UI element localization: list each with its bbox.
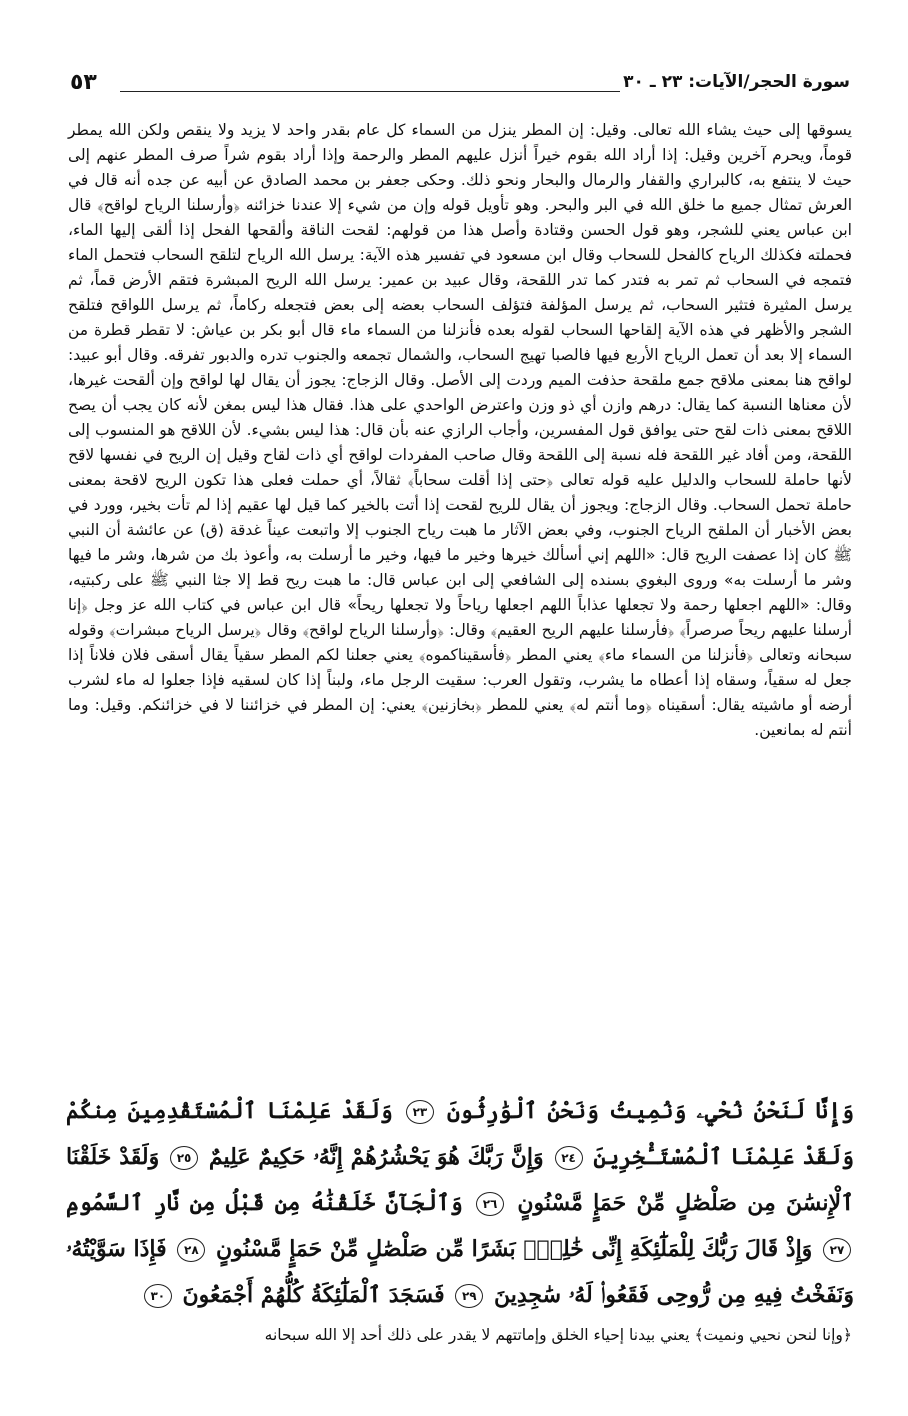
commentary-text [68, 118, 852, 743]
ayah-marker: ٢٣ [406, 1100, 434, 1124]
ayah-marker: ٢٧ [823, 1238, 851, 1262]
ayah-marker: ٢٥ [170, 1146, 198, 1170]
verse-text: وَإِنَّا لَنَحْنُ نُحْيِۦ وَنُمِيتُ وَنَحْنُ ٱلْوَٰرِثُونَ [447, 1098, 854, 1124]
ayah-marker: ٣٠ [144, 1284, 172, 1308]
verse-text: وَلَقَدْ عَلِمْنَا ٱلْمُسْتَقْدِمِينَ مِنكُمْ وَلَقَدْ عَلِمْنَا ٱلْمُسْتَـْٔخِرِينَ [66, 1098, 854, 1170]
page-header [70, 70, 850, 100]
ayah-marker: ٢٨ [177, 1238, 205, 1262]
closing-paragraph: ﴿وإنا لنحن نحيي ونميت﴾ يعني بيدنا إحياء الخلق وإماتتهم لا يقدر على ذلك أحد إلا الله سبحانه [264, 1326, 852, 1344]
verses-paragraph [66, 1088, 854, 1318]
ayah-marker: ٢٩ [455, 1284, 483, 1308]
ayah-marker: ٢٤ [555, 1146, 583, 1170]
ayah-marker: ٢٦ [476, 1192, 504, 1216]
commentary-paragraph: يسوقها إلى حيث يشاء الله تعالى. وقيل: إن المطر ينزل من السماء كل عام بقدر واحد لا يزيد ولا ينقص ولكن الله يمطر قوماً، ويحرم آخرين وقيل: إذا أراد الله بقوم خيراً أنزل عليهم المطر والرحمة وإذا أراد بقوم شراً صرف المطر عنهم إلى حيث لا ينتفع به، كالبراري والقفار والرمال والبحار ونحو ذلك. وحكى جعفر بن محمد الصادق عن أبيه عن جده أنه قال في العرش تمثال جميع ما خلق الله في البر والبحر. وهو تأويل قوله وإن من شيء إلا عندنا خزائنه ﴿وأرسلنا الرياح لواقح﴾ قال ابن عباس يعني للشجر، وهو قول الحسن وقتادة وأصل هذا من قولهم: لقحت الناقة وألقحها الفحل إذا ألقى إليها الماء، فحملته فكذلك الرياح كالفحل للسحاب وقال ابن مسعود في تفسير هذه الآية: يرسل الله الرياح لتلقح السحاب فتحمل الماء فتمجه في السحاب ثم تمر به فتدر كما تدر اللقحة، وقال عبيد بن عمير: يرسل الله الريح المبشرة فتقم الأرض قماً، ثم يرسل المثيرة فتثير السحاب، ثم يرسل المؤلفة فتؤلف السحاب بعضه إلى بعض فتجعله ركاماً، ثم يرسل اللواقح فتلقح الشجر والأظهر في هذه الآية إلقاحها السحاب لقوله بعده فأنزلنا من السماء ماء قال أبو بكر بن عياش: لا تقطر قطرة من السماء إلا بعد أن تعمل الرياح الأربع فيها فالصبا تهيج السحاب، والشمال تجمعه والجنوب تدره والدبور تفرقه. وقال أبو عبيد: لواقح هنا بمعنى ملاقح جمع ملقحة حذفت الميم وردت إلى الأصل. وقال الزجاج: يجوز أن يقال لها لواقح وإن ألقحت غيرها، لأن معناها النسبة كما يقال: درهم وازن أي ذو وزن واعترض الواحدي على هذا. فقال هذا ليس بمغن لأنه كان يجب أن يصح اللاقح بمعنى ذات لقح حتى يوافق قول المفسرين، وأجاب الرازي عنه بأن قال: هذا ليس بشيء. لأن اللاقح هو المنسوب إلى اللقحة، ومن أفاد غير اللقحة فله نسبة إلى اللقحة وقال صاحب المفردات لواقح أي ذات لقاح وقيل إن الريح في نفسها لاقح لأنها حاملة للسحاب والدليل عليه قوله تعالى ﴿حتى إذا أقلت سحاباً﴾ ثقالاً، أي حملت فعلى هذا تكون الريح لاقحة بمعنى حاملة تحمل السحاب. وقال الزجاج: ويجوز أن يقال للريح لقحت إذا أتت بالخير كما قيل لها عقيم إذا لم تأت بخير، وورد في بعض الأخبار أن الملقح الرياح الجنوب، وفي بعض الآثار ما هبت رياح الجنوب إلا واتبعت عيناً غدقة (ق) عن عائشة أن النبي ﷺ كان إذا عصفت الريح قال: «اللهم إني أسألك خيرها وخير ما فيها، وخير ما أرسلت به، وأعوذ بك من شرها، وشر ما فيها وشر ما أرسلت به» وروى البغوي بسنده إلى الشافعي إلى ابن عباس قال: ما هبت ريح قط إلا جثا النبي ﷺ على ركبتيه، وقال: «اللهم اجعلها رحمة ولا تجعلها عذاباً اللهم اجعلها رياحاً ولا تجعلها ريحاً» قال ابن عباس في كتاب الله عز وجل ﴿إنا أرسلنا عليهم ريحاً صرصراً﴾ ﴿فأرسلنا عليهم الريح العقيم﴾ وقال: ﴿وأرسلنا الرياح لواقح﴾ وقال ﴿يرسل الرياح مبشرات﴾ وقوله سبحانه وتعالى ﴿فأنزلنا من السماء ماء﴾ يعني المطر ﴿فأسقيناكموه﴾ يعني جعلنا لكم المطر سقياً يقال أسقى فلان فلاناً إذا جعل له سقياً، وسقاه إذا أعطاه ما يشرب، وتقول العرب: سقيت الرجل ماء، ولبناً إذا كان لسقيه فإذا جعلوا له ماء لشرب أرضه أو ماشيته يقال: أسقيناه ﴿وما أنتم له﴾ يعني للمطر ﴿بخازنين﴾ يعني: إن المطر في خزائننا لا في خزائنكم. وقيل: وما أنتم له بمانعين. [68, 121, 852, 739]
quran-verses [66, 1088, 854, 1318]
verse-text: وَإِذْ قَالَ رَبُّكَ لِلْمَلَٰٓئِكَةِ إِنِّى خَٰلِقٌۢ بَشَرًا مِّن صَلْصَٰلٍ مِّنْ حَمَإٍ مَّسْنُونٍ [216, 1236, 813, 1262]
header-rule [120, 91, 620, 92]
page-number: ٥٣ [70, 70, 97, 95]
verse-text: فَإِذَا سَوَّيْتُهُۥ وَنَفَخْتُ فِيهِ مِن رُّوحِى فَقَعُوا۟ لَهُۥ سَٰجِدِينَ [66, 1236, 854, 1308]
verse-text: فَسَجَدَ ٱلْمَلَٰٓئِكَةُ كُلُّهُمْ أَجْمَعُونَ [182, 1282, 445, 1308]
verse-text: وَٱلْجَآنَّ خَلَقْنَٰهُ مِن قَبْلُ مِن نَّارِ ٱلسَّمُومِ [66, 1190, 463, 1216]
closing-text [68, 1323, 852, 1348]
running-title: سورة الحجر/الآيات: ٢٣ ـ ٣٠ [623, 72, 850, 92]
verse-text: وَلَقَدْ خَلَقْنَا ٱلْإِنسَٰنَ مِن صَلْصَٰلٍ مِّنْ حَمَإٍ مَّسْنُونٍ [66, 1144, 854, 1216]
verse-text: وَإِنَّ رَبَّكَ هُوَ يَحْشُرُهُمْ إِنَّهُۥ حَكِيمٌ عَلِيمٌ [208, 1144, 544, 1170]
